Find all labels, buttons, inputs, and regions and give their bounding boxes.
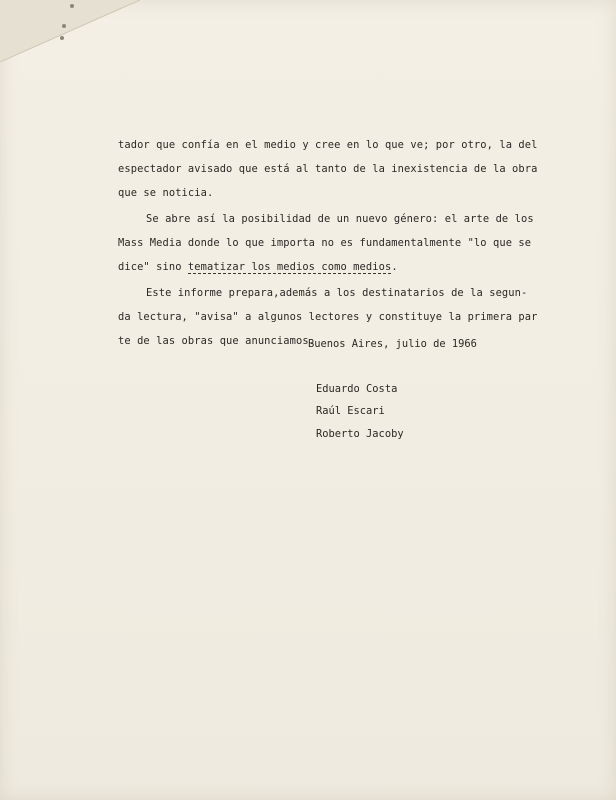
text-line: Se abre así la posibilidad de un nuevo género: el arte de los: [146, 213, 534, 225]
dashed-underline-emphasis: tematizar los medios como medios: [187, 261, 392, 273]
staple-hole-3: [70, 4, 74, 8]
signatory-name: Roberto Jacoby: [316, 428, 404, 440]
signatory-name: Eduardo Costa: [316, 383, 398, 395]
text-line: te de las obras que anunciamos.: [118, 335, 316, 347]
text-line: Este informe prepara,además a los destinatarios de la segun-: [146, 287, 528, 299]
text-line: espectador avisado que está al tanto de la inexistencia de la obra: [118, 163, 538, 175]
text-line: que se noticia.: [118, 187, 214, 199]
staple-hole-2: [60, 36, 64, 40]
date-line: Buenos Aires, julio de 1966: [308, 338, 477, 350]
text-fragment: dice" sino: [118, 261, 188, 273]
signatory-name: Raúl Escari: [316, 405, 385, 417]
text-line: Mass Media donde lo que importa no es fundamentalmente "lo que se: [118, 237, 532, 249]
staple-hole-1: [62, 24, 66, 28]
text-line-emphasis: [118, 255, 498, 279]
text-line: da lectura, "avisa" a algunos lectores y constituye la primera par: [118, 311, 538, 323]
text-fragment: .: [391, 261, 398, 273]
text-line: tador que confía en el medio y cree en lo que ve; por otro, la del: [118, 139, 538, 151]
folded-corner-crease: [0, 0, 150, 70]
body-text: [118, 133, 538, 353]
